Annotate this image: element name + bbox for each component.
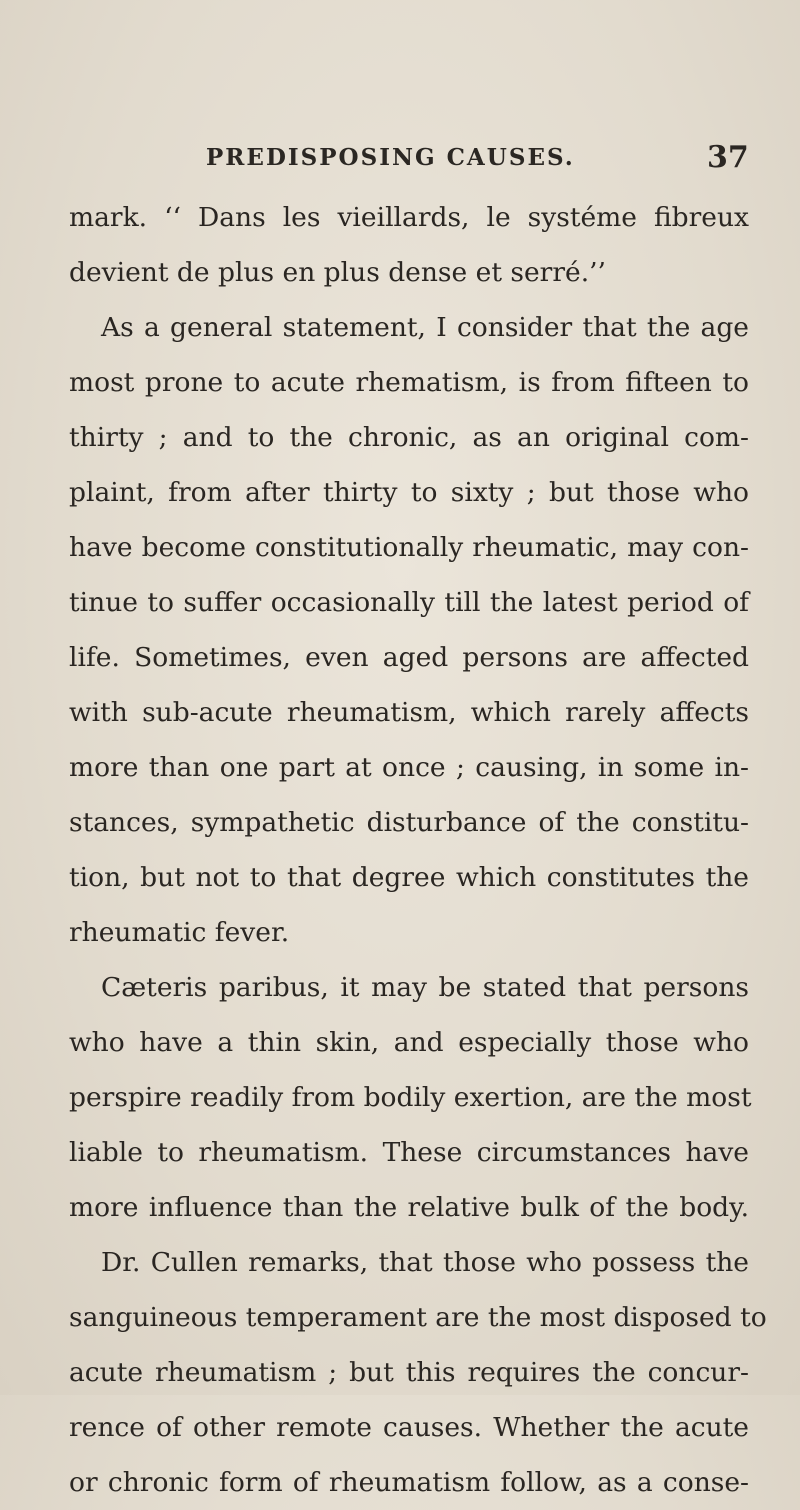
running-head	[0, 140, 800, 184]
text-line: more than one part at once ; causing, in some in-	[69, 752, 749, 783]
text-line: sanguineous temperament are the most disposed to	[69, 1302, 767, 1333]
body-text	[69, 190, 767, 1510]
text-line: mark. ‘‘ Dans les vieillards, le systéme fibreux	[69, 202, 749, 233]
running-head-title: PREDISPOSING CAUSES.	[206, 144, 575, 171]
text-line: perspire readily from bodily exertion, are the most	[69, 1082, 752, 1113]
text-line: have become constitutionally rheumatic, may con-	[69, 532, 749, 563]
text-line: thirty ; and to the chronic, as an original com-	[69, 422, 749, 453]
paragraph-start-line: As a general statement, I consider that the age	[101, 312, 749, 343]
text-line: who have a thin skin, and especially those who	[69, 1027, 749, 1058]
text-line: more influence than the relative bulk of the body.	[69, 1192, 749, 1223]
text-line: life. Sometimes, even aged persons are affected	[69, 642, 749, 673]
paragraph-start-line: Dr. Cullen remarks, that those who possess the	[101, 1247, 749, 1278]
text-line: with sub-acute rheumatism, which rarely affects	[69, 697, 749, 728]
text-line: rheumatic fever.	[69, 917, 290, 948]
text-line: tinue to suffer occasionally till the latest period of	[69, 587, 749, 618]
text-line: tion, but not to that degree which constitutes the	[69, 862, 749, 893]
text-line: acute rheumatism ; but this requires the concur-	[69, 1357, 749, 1388]
text-line: most prone to acute rhematism, is from fifteen to	[69, 367, 749, 398]
page-number: 37	[707, 140, 749, 175]
text-line: or chronic form of rheumatism follow, as a conse-	[69, 1467, 749, 1498]
text-line: stances, sympathetic disturbance of the constitu-	[69, 807, 749, 838]
paragraph-start-line: Cæteris paribus, it may be stated that persons	[101, 972, 749, 1003]
text-line: plaint, from after thirty to sixty ; but those who	[69, 477, 749, 508]
text-line: rence of other remote causes. Whether the acute	[69, 1412, 749, 1443]
text-line: devient de plus en plus dense et serré.’’	[69, 257, 606, 288]
text-line: liable to rheumatism. These circumstances have	[69, 1137, 749, 1168]
